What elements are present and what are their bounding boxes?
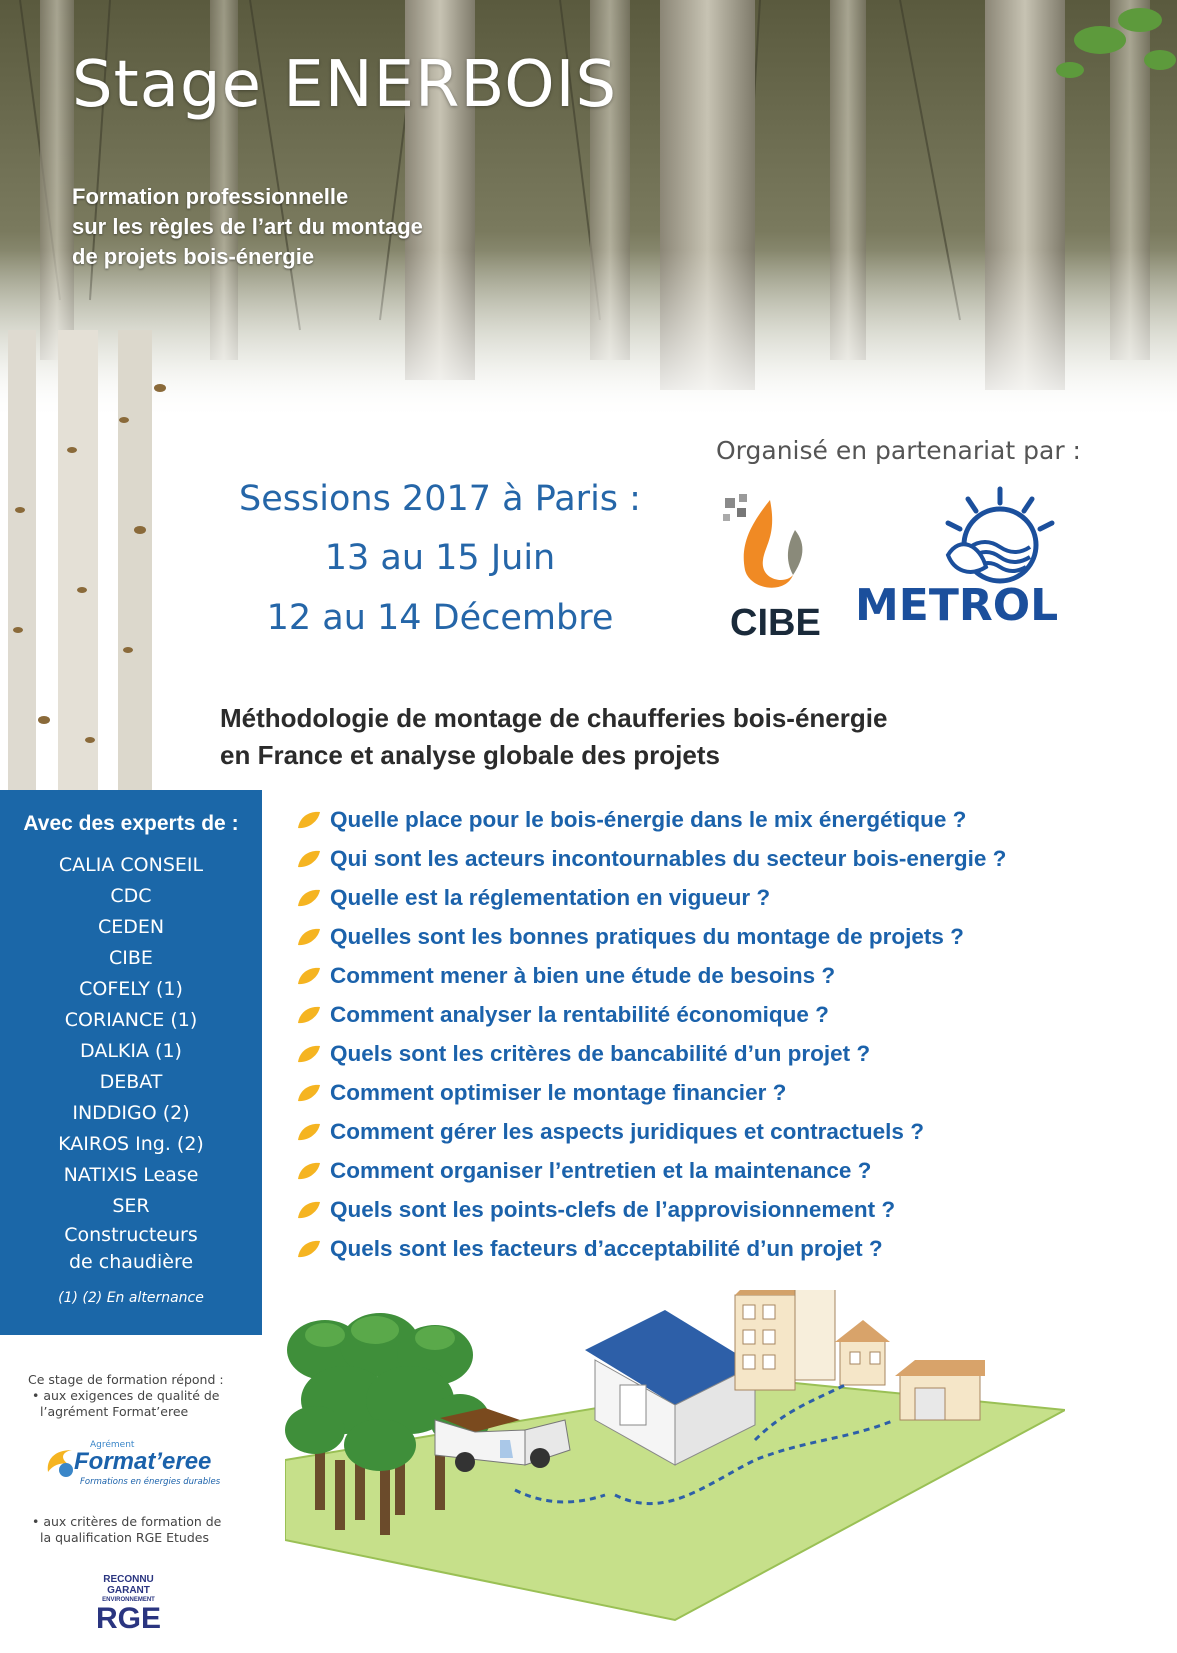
cert-bullet: • aux critères de formation de: [32, 1514, 222, 1529]
expert-item: de chaudière: [68, 1251, 194, 1273]
cert-intro: Ce stage de formation répond :: [28, 1372, 224, 1387]
expert-item: KAIROS Ing. (2): [58, 1133, 204, 1155]
session-date: 12 au 14 Décembre: [266, 598, 614, 638]
question-text: Quels sont les critères de bancabilité d’un projet ?: [330, 1040, 871, 1066]
list-item: [296, 1073, 1006, 1112]
leaf-bullet-icon: [296, 810, 322, 830]
sun-wave-icon: [930, 485, 1070, 595]
leaf-bullet-icon: [296, 927, 322, 947]
certification-note-rge: [28, 1514, 238, 1546]
expert-item: DEBAT: [99, 1071, 163, 1093]
question-text: Quels sont les points-clefs de l’approvisionnement ?: [330, 1196, 896, 1222]
list-item: [296, 1229, 1006, 1268]
apartment-building-icon: [735, 1290, 835, 1390]
formateree-top: Agrément: [90, 1440, 135, 1450]
sessions-heading: Sessions 2017 à Paris :: [239, 479, 641, 519]
experts-note: (1) (2) En alternance: [58, 1290, 204, 1306]
birch-trunks-illustration: [0, 330, 200, 790]
leaf-bullet-icon: [296, 966, 322, 986]
formateree-name: Format’eree: [74, 1448, 212, 1475]
list-item: [296, 917, 1006, 956]
formateree-tagline: Formations en énergies durables: [80, 1477, 221, 1487]
metrol-logo-text: METROL: [855, 580, 1059, 631]
subtitle-line: de projets bois-énergie: [72, 244, 315, 269]
swirl-icon: [44, 1446, 74, 1480]
question-text: Comment organiser l’entretien et la maintenance ?: [330, 1157, 872, 1183]
list-item: [296, 1112, 1006, 1151]
cibe-logo: [715, 490, 825, 644]
list-item: [296, 839, 1006, 878]
question-text: Quels sont les facteurs d’acceptabilité d’un projet ?: [330, 1235, 883, 1261]
question-text: Comment gérer les aspects juridiques et contractuels ?: [330, 1118, 924, 1144]
page-title: Stage ENERBOIS: [72, 48, 618, 122]
house-icon: [835, 1320, 890, 1385]
question-text: Quelle est la réglementation en vigueur ?: [330, 884, 771, 910]
leaf-bullet-icon: [296, 1200, 322, 1220]
expert-item: CORIANCE (1): [64, 1009, 198, 1031]
metrol-logo: [855, 485, 1115, 645]
subtitle-line: Formation professionnelle: [72, 184, 349, 209]
list-item: [296, 800, 1006, 839]
list-item: [296, 1034, 1006, 1073]
question-text: Quelles sont les bonnes pratiques du montage de projets ?: [330, 923, 964, 949]
expert-item: SER: [112, 1195, 150, 1217]
leaf-bullet-icon: [296, 1083, 322, 1103]
list-item: [296, 878, 1006, 917]
methodology-line: en France et analyse globale des projets: [220, 740, 720, 770]
cert-bullet: l’agrément Format’eree: [40, 1404, 189, 1419]
expert-item: COFELY (1): [79, 978, 183, 1000]
rge-line: ENVIRONNEMENT: [102, 1597, 155, 1603]
question-text: Quelle place pour le bois-énergie dans le mix énergétique ?: [330, 806, 967, 832]
bioenergy-landscape-illustration: [285, 1290, 1065, 1630]
leaf-bullet-icon: [296, 1161, 322, 1181]
rge-line: RECONNU: [103, 1574, 154, 1585]
expert-item: CDC: [110, 885, 152, 907]
session-date: 13 au 15 Juin: [324, 538, 556, 578]
garage-house-icon: [895, 1360, 985, 1420]
cert-bullet: • aux exigences de qualité de: [32, 1388, 220, 1403]
rge-line: GARANT: [107, 1585, 150, 1596]
list-item: [296, 995, 1006, 1034]
flame-icon: [715, 490, 825, 600]
leaf-bullet-icon: [296, 888, 322, 908]
expert-item: NATIXIS Lease: [63, 1164, 199, 1186]
expert-item: Constructeurs: [64, 1224, 198, 1246]
rge-logo: [96, 1574, 161, 1634]
leaf-bullet-icon: [296, 1005, 322, 1025]
question-text: Comment analyser la rentabilité économique ?: [330, 1001, 829, 1027]
question-text: Comment optimiser le montage financier ?: [330, 1079, 787, 1105]
expert-item: CEDEN: [97, 916, 165, 938]
questions-list: [296, 800, 1006, 1268]
cibe-logo-text: CIBE: [730, 602, 821, 644]
methodology-line: Méthodologie de montage de chaufferies bois-énergie: [220, 703, 888, 733]
list-item: [296, 1151, 1006, 1190]
experts-panel: [0, 790, 262, 1335]
question-text: Qui sont les acteurs incontournables du secteur bois-energie ?: [330, 845, 1007, 871]
experts-heading: Avec des experts de :: [23, 812, 239, 835]
certification-note: [28, 1372, 238, 1420]
methodology-heading: [220, 700, 887, 774]
leaf-bullet-icon: [296, 1044, 322, 1064]
rge-line: RGE: [96, 1602, 162, 1635]
expert-item: CIBE: [109, 947, 153, 969]
subtitle-line: sur les règles de l’art du montage: [72, 214, 423, 239]
leaf-bullet-icon: [296, 1122, 322, 1142]
list-item: [296, 956, 1006, 995]
leaf-bullet-icon: [296, 849, 322, 869]
list-item: [296, 1190, 1006, 1229]
subtitle: [72, 182, 423, 272]
expert-item: DALKIA (1): [80, 1040, 182, 1062]
expert-item: INDDIGO (2): [72, 1102, 190, 1124]
expert-item: CALIA CONSEIL: [58, 854, 204, 876]
sessions-block: [190, 470, 690, 648]
organised-label: Organisé en partenariat par :: [716, 436, 1081, 465]
leaf-bullet-icon: [296, 1239, 322, 1259]
question-text: Comment mener à bien une étude de besoins ?: [330, 962, 836, 988]
cert-bullet: la qualification RGE Etudes: [40, 1530, 209, 1545]
